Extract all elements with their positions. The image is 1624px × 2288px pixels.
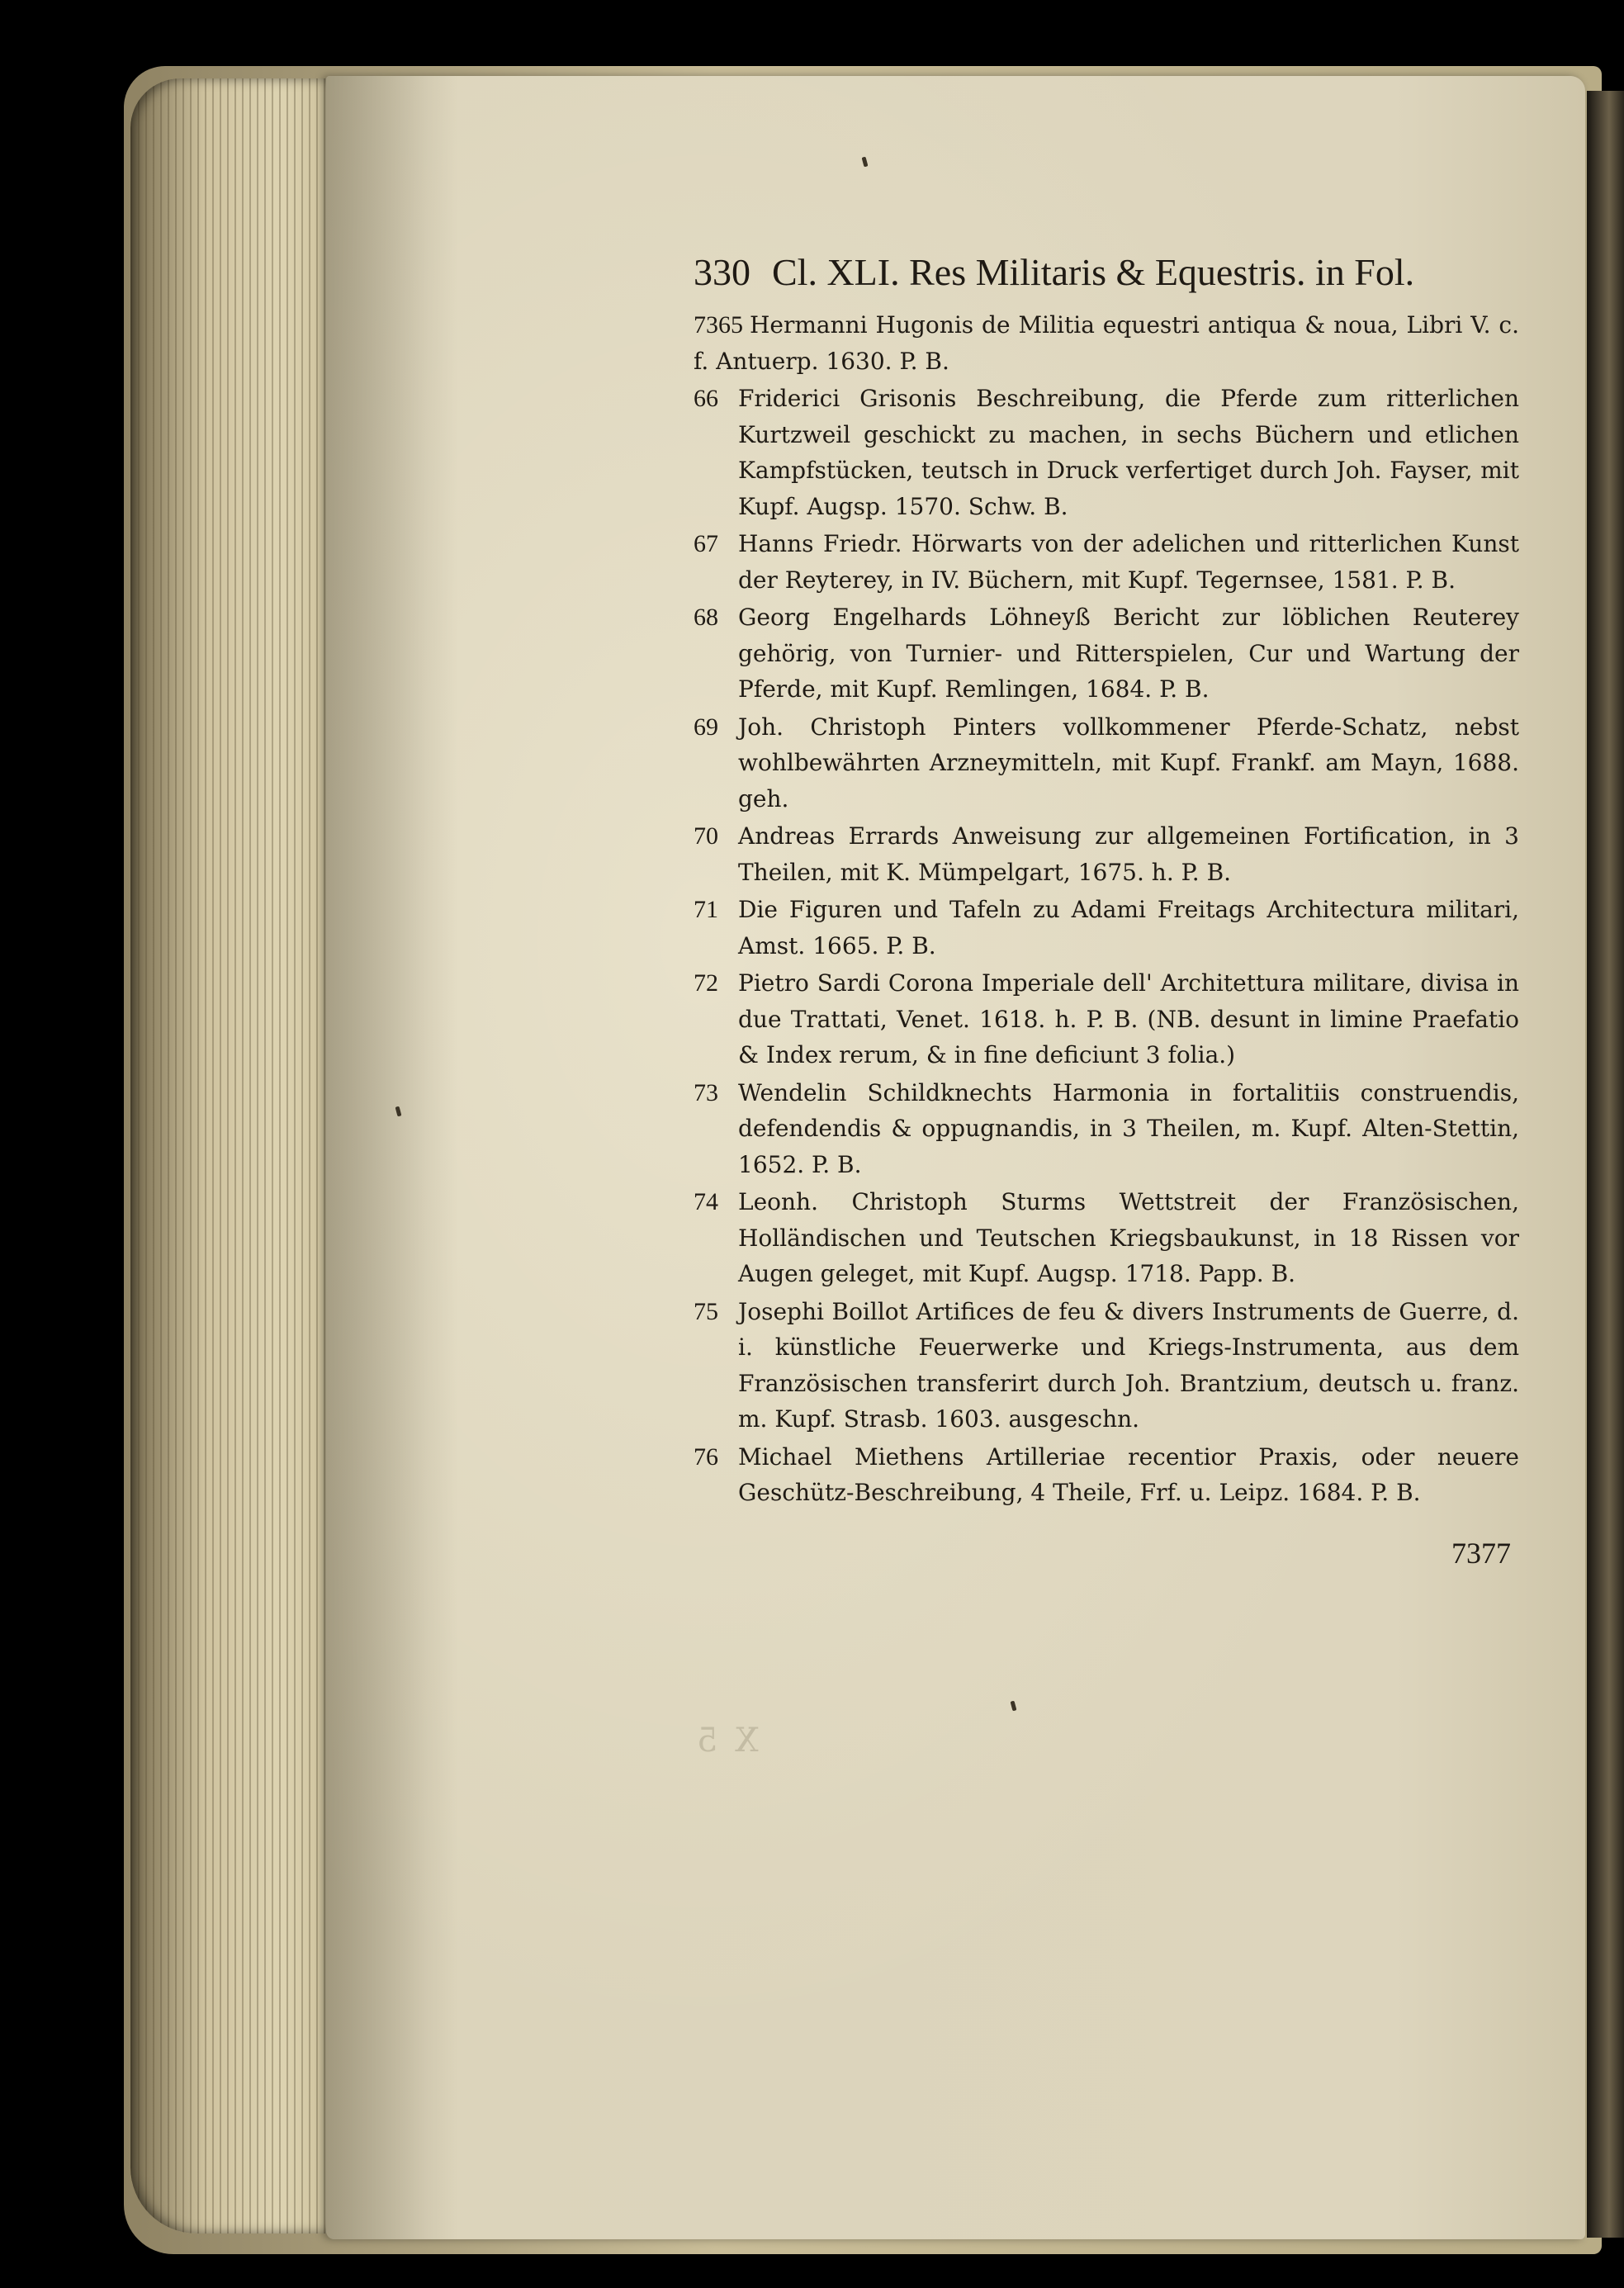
entry-number: 76 [694,1442,718,1471]
catchword: 7377 [1451,1536,1511,1570]
catalog-entry [694,599,1519,708]
gutter-shadow [326,76,458,2239]
entry-text: Leonh. Christoph Sturms Wettstreit der Französischen, Holländischen und Teutschen Kriegsbaukunst, in 18 Rissen vor Augen geleget, mit Kupf. Augsp. 1718. Papp. B. [738,1188,1519,1287]
entry-text: Die Figuren und Tafeln zu Adami Freitags Architectura militari, Amst. 1665. P. B. [738,896,1519,959]
entry-number: 69 [694,713,718,741]
entry-number: 71 [694,896,718,923]
bleed-through-signature: X 5 [694,1722,759,1760]
catalog-entry [694,307,1519,379]
page-text [694,248,1519,1570]
page-number: 330 [694,251,750,293]
catalog-entry [694,709,1519,817]
catalog-entry [694,1075,1519,1183]
entry-text: Wendelin Schildknechts Harmonia in fortalitiis construendis, defendendis & oppugnandis, in 3 Theilen, m. Kupf. Alten-Stettin, 1652. P. B. [738,1078,1519,1178]
entry-text: Friderici Grisonis Beschreibung, die Pferde zum ritterlichen Kurtzweil geschickt zu machen, in sechs Büchern und etlichen Kampfstücken, teutsch in Druck verfertiget durch Joh. Fayser, mit Kupf. Augsp. 1570. Schw. B. [738,385,1519,520]
entry-text: Hanns Friedr. Hörwarts von der adelichen und ritterlichen Kunst der Reyterey, in IV. Büchern, mit Kupf. Tegernsee, 1581. P. B. [738,530,1519,594]
entry-text: Andreas Errards Anweisung zur allgemeinen Fortification, in 3 Theilen, mit K. Mümpelgart, 1675. h. P. B. [738,822,1519,886]
entry-text: Josephi Boillot Artifices de feu & divers Instruments de Guerre, d. i. künstliche Feuerwerke und Kriegs-Instrumenta, aus dem Französischen transferirt durch Joh. Brantzium, deutsch u. franz. m. Kupf. Strasb. 1603. ausgeschn. [738,1297,1519,1433]
catalog-entry [694,381,1519,524]
catalog-entry [694,1439,1519,1511]
running-head [694,248,1519,307]
entry-text: Pietro Sardi Corona Imperiale dell' Architettura militare, divisa in due Trattati, Venet. 1618. h. P. B. (NB. desunt in limine Praefatio & Index rerum, & in fine deficiunt 3 folia.) [738,969,1519,1068]
catalog-entry [694,818,1519,890]
catalog-entry [694,1294,1519,1438]
entry-number: 67 [694,530,718,557]
entry-number: 7365 [694,311,743,339]
catalog-entry [694,965,1519,1073]
entry-number: 68 [694,604,718,631]
entry-number: 72 [694,969,718,997]
catalog-entry [694,892,1519,964]
catalog-entry [694,526,1519,598]
entry-text: Hermanni Hugonis de Militia equestri antiqua & noua, Libri V. c. f. Antuerp. 1630. P. B. [694,311,1519,375]
entry-text: Joh. Christoph Pinters vollkommener Pferde-Schatz, nebst wohlbewährten Arzneymitteln, mit Kupf. Frankf. am Mayn, 1688. geh. [738,713,1519,812]
catalog-entry [694,1184,1519,1292]
entry-text: Michael Miethens Artilleriae recentior Praxis, oder neuere Geschütz-Beschreibung, 4 Theile, Frf. u. Leipz. 1684. P. B. [738,1442,1519,1506]
entry-number: 74 [694,1188,718,1215]
entry-number: 73 [694,1078,718,1106]
section-title: Cl. XLI. Res Militaris & Equestris. in Fol. [772,251,1415,293]
entry-text: Georg Engelhards Löhneyß Bericht zur löblichen Reuterey gehörig, von Turnier- und Ritterspielen, Cur und Wartung der Pferde, mit Kupf. Remlingen, 1684. P. B. [738,604,1519,703]
facing-page-edge [1587,91,1624,2238]
entry-number: 75 [694,1297,718,1325]
page-edges [130,78,345,2234]
entry-number: 70 [694,822,718,850]
entry-number: 66 [694,385,718,412]
